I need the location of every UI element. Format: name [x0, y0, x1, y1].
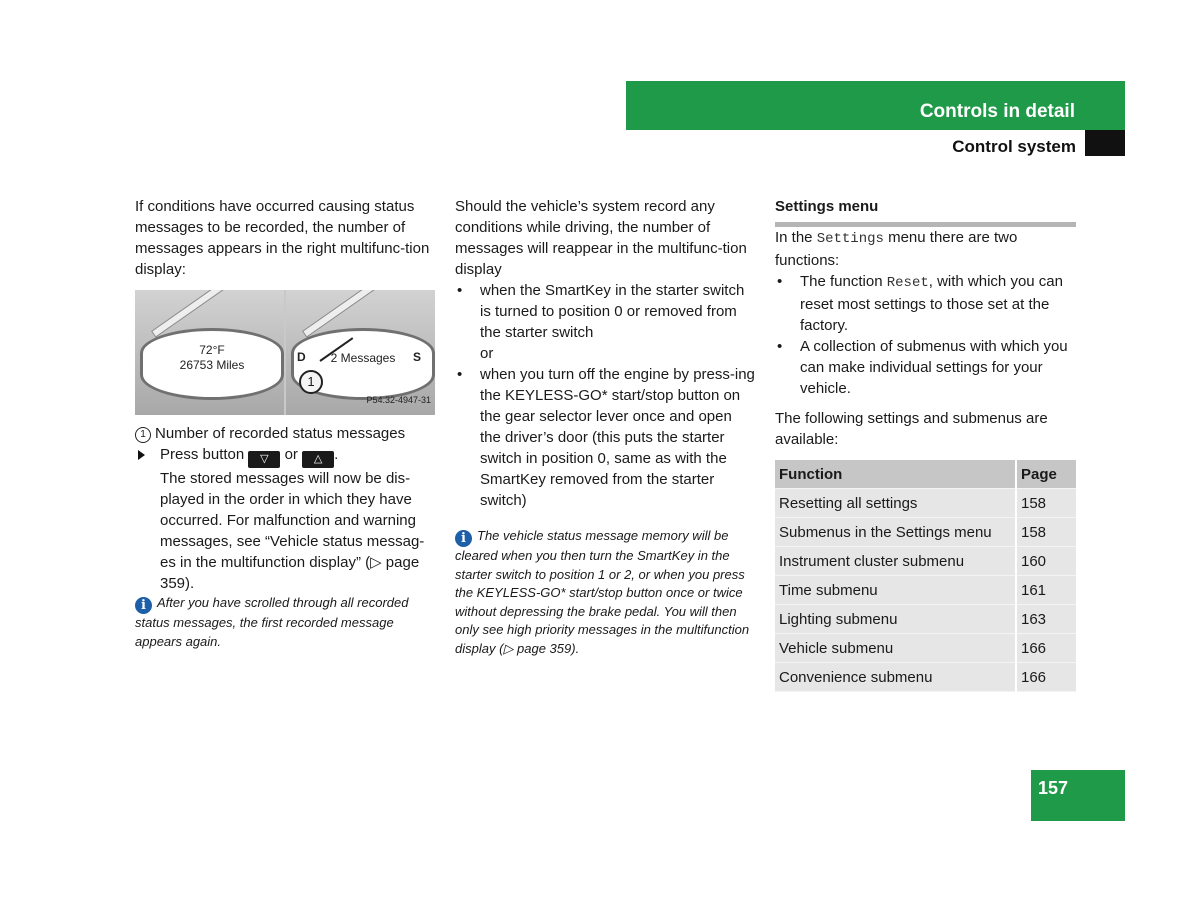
table-row: [775, 518, 1076, 547]
settings-code: Settings: [816, 231, 884, 247]
table-cell-function: Submenus in the Settings menu: [775, 518, 1016, 547]
table-cell-page: 158: [1016, 518, 1076, 547]
table-row: [775, 663, 1076, 692]
table-cell-page: 161: [1016, 576, 1076, 605]
settings-table: [775, 460, 1076, 692]
table-row: [775, 547, 1076, 576]
column-2: [455, 196, 755, 658]
table-cell-page: 166: [1016, 634, 1076, 663]
column-1: [135, 196, 435, 651]
figure-code: P54.32-4947-31: [366, 395, 431, 405]
display-figure: [135, 290, 435, 415]
bullet-item: • when you turn off the engine by press-ing the KEYLESS-GO* start/stop button on the gear selector lever once and open the driver’s door (this puts the starter switch in position 0, same as with the SmartKey removed from the starter switch): [455, 364, 755, 511]
caption-text: Number of recorded status messages: [155, 425, 406, 442]
instruction-step: [135, 444, 435, 468]
bullet-item: [775, 271, 1076, 336]
col1-intro: If conditions have occurred causing status messages to be recorded, the number of messages appears in the right multifunc-tion display:: [135, 198, 430, 278]
or-separator: or: [480, 345, 494, 362]
section-header-bar: [626, 81, 1125, 130]
settings-menu-heading: Settings menu: [775, 196, 1076, 227]
table-cell-function: Time submenu: [775, 576, 1016, 605]
page-number-box: [1031, 770, 1125, 821]
table-cell-function: Vehicle submenu: [775, 634, 1016, 663]
bullet1-post: , with which you can reset most settings to those set at the factory.: [800, 273, 1063, 334]
settings-intro: [775, 227, 1076, 271]
following-text: The following settings and submenus are available:: [775, 410, 1048, 448]
info-note-text: The vehicle status message memory will be cleared when you then turn the SmartKey in the starter switch to position 1 or 2, or when you press the KEYLESS-GO* start/stop button once or twice without depressing the brake pedal. You will then only see high priority messages in the multifunction display (▷ page 359).: [455, 528, 750, 656]
table-header-function: Function: [775, 460, 1016, 489]
down-button-icon: ▽: [248, 451, 280, 468]
column-3: [775, 196, 1076, 692]
table-header-row: [775, 460, 1076, 489]
gear-d-label: D: [297, 350, 306, 364]
table-cell-function: Resetting all settings: [775, 489, 1016, 518]
gear-s-label: S: [413, 350, 422, 364]
section-title: Controls in detail: [919, 101, 1075, 122]
stored-messages-text: The stored messages will now be dis-played in the order in which they have occurred. For malfunction and warning messages, see “Vehicle status messag-es in the multifunction display” (▷ page 359).: [160, 470, 425, 592]
press-prefix: Press button: [160, 446, 245, 463]
table-cell-page: 163: [1016, 605, 1076, 634]
info-note: [455, 527, 755, 658]
callout-marker: 1: [299, 370, 323, 394]
page-number: 157: [1038, 778, 1069, 798]
table-row: [775, 576, 1076, 605]
up-button-icon: △: [302, 451, 334, 468]
press-or: or: [284, 446, 298, 463]
figure-caption: [135, 423, 435, 444]
figure-panel-right: [286, 290, 435, 415]
display-dial-left: [140, 328, 284, 400]
table-cell-function: Instrument cluster submenu: [775, 547, 1016, 576]
header-marker-block: [1085, 130, 1125, 156]
subsection-title: Control system: [952, 137, 1076, 156]
table-cell-page: 160: [1016, 547, 1076, 576]
info-note: [135, 594, 435, 651]
table-cell-page: 158: [1016, 489, 1076, 518]
temperature-readout: 72°F: [199, 343, 225, 357]
figure-panel-left: [135, 290, 284, 415]
press-suffix: .: [334, 446, 339, 463]
table-row: [775, 634, 1076, 663]
reset-code: Reset: [886, 275, 929, 291]
table-row: [775, 605, 1076, 634]
info-icon: i: [135, 597, 152, 614]
info-note-text: After you have scrolled through all recorded status messages, the first recorded message appears again.: [135, 595, 409, 649]
odometer-readout: 26753 Miles: [179, 358, 245, 372]
col2-intro: Should the vehicle’s system record any conditions while driving, the number of messages will reappear in the multifunc-tion display: [455, 198, 747, 278]
table-cell-function: Lighting submenu: [775, 605, 1016, 634]
messages-readout: 2 Messages: [330, 351, 396, 365]
info-icon: i: [455, 530, 472, 547]
bullet-item: • when the SmartKey in the starter switch is turned to position 0 or removed from the starter switch: [455, 280, 755, 343]
intro-post: menu there are two functions:: [775, 229, 1018, 269]
intro-pre: In the: [775, 229, 813, 246]
table-cell-function: Convenience submenu: [775, 663, 1016, 692]
bullet-item: • A collection of submenus with which you can make individual settings for your vehicle.: [775, 336, 1076, 399]
table-header-page: Page: [1016, 460, 1076, 489]
table-row: [775, 489, 1076, 518]
table-cell-page: 166: [1016, 663, 1076, 692]
caption-number-icon: 1: [135, 427, 151, 443]
bullet1-pre: The function: [800, 273, 883, 290]
